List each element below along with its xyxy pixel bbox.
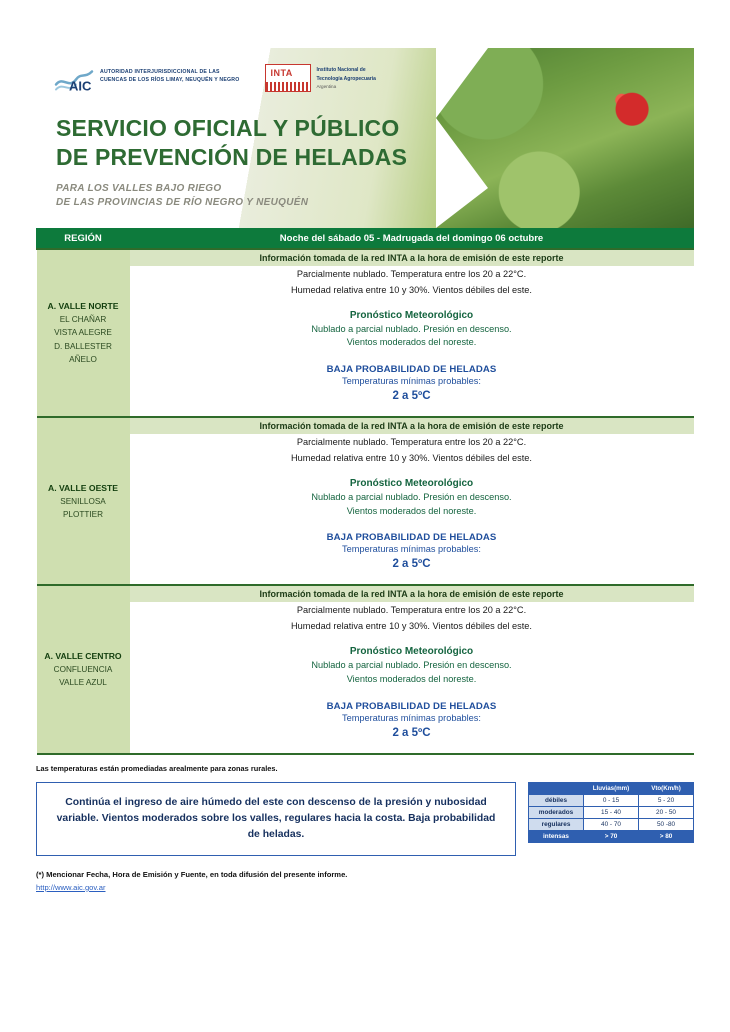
- region-cell-norte: [37, 249, 130, 417]
- aic-logo: [54, 64, 239, 94]
- inta-source-band: Información tomada de la red INTA a la hora de emisión de este reporte: [130, 586, 694, 602]
- forecast-line: Vientos moderados del noreste.: [346, 673, 477, 684]
- region-name: A. VALLE NORTE: [47, 301, 119, 312]
- legend-rain-value: 40 - 70: [584, 818, 639, 830]
- observation-line: Parcialmente nublado. Temperatura entre los 20 a 22°C.: [296, 437, 527, 448]
- region-locality: SENILLOSA: [60, 496, 106, 506]
- banner-subtitle-line-2: DE LAS PROVINCIAS DE RÍO NEGRO Y NEUQUÉN: [56, 197, 309, 209]
- temperature-label: Temperaturas mínimas probables:: [342, 544, 481, 555]
- table-row: [37, 585, 694, 753]
- temperature-value: 2 a 5ºC: [392, 726, 431, 739]
- averaging-note: Las temperaturas están promediadas arealmente para zonas rurales.: [36, 763, 278, 773]
- footer-disclaimer: (*) Mencionar Fecha, Hora de Emisión y Fuente, en toda difusión del presente informe.: [36, 869, 348, 879]
- legend-row: [529, 830, 694, 842]
- observation-line: Humedad relativa entre 10 y 30%. Vientos débiles del este.: [291, 284, 532, 295]
- forecast-cell-centro: [130, 585, 694, 753]
- observation-line: Parcialmente nublado. Temperatura entre los 20 a 22°C.: [296, 269, 527, 279]
- probability-block: [130, 518, 694, 584]
- region-locality: PLOTTIER: [62, 509, 104, 519]
- legend-row: [529, 806, 694, 818]
- inta-logo-text: [316, 64, 375, 91]
- legend-row: [529, 794, 694, 806]
- summary-text: Continúa el ingreso de aire húmedo del este con descenso de la presión y nubosidad variable. Vientos moderados sobre los valles, regulares hacia la costa. Baja probabilidad de heladas.: [56, 796, 496, 840]
- forecast-line: Nublado a parcial nublado. Presión en descenso.: [311, 491, 512, 502]
- legend-header-wind: Vto(Km/h): [639, 782, 694, 794]
- table-row: [37, 417, 694, 585]
- region-cell-oeste: [37, 417, 130, 585]
- probability-block: [130, 350, 694, 416]
- inta-logo: [265, 64, 375, 92]
- inta-line-2: Tecnología Agropecuaria: [316, 75, 376, 82]
- forecast-cell-oeste: [130, 417, 694, 585]
- temperature-value: 2 a 5ºC: [392, 390, 431, 403]
- aic-logo-line-1: AUTORIDAD INTERJURISDICCIONAL DE LAS: [100, 69, 220, 75]
- region-locality: D. BALLESTER: [54, 341, 112, 351]
- probability-label: BAJA PROBABILIDAD DE HELADAS: [326, 532, 497, 544]
- region-locality: AÑELO: [69, 354, 97, 364]
- inta-line-1: Instituto Nacional de: [316, 67, 366, 73]
- summary-box: [36, 782, 516, 856]
- region-cell-centro: [37, 585, 130, 753]
- temperature-value: 2 a 5ºC: [392, 558, 431, 571]
- forecast-line: Nublado a parcial nublado. Presión en descenso.: [311, 323, 512, 334]
- legend-row: [529, 818, 694, 830]
- banner-subtitle: [56, 182, 476, 211]
- inta-mark-icon: [265, 64, 311, 92]
- legend-header-row: [529, 782, 694, 794]
- report-sheet: [36, 48, 694, 892]
- forecast-title: Pronóstico Meteorológico: [349, 477, 474, 489]
- forecast-cell-norte: [130, 249, 694, 417]
- region-locality: VISTA ALEGRE: [54, 328, 112, 338]
- header-banner: [36, 48, 694, 228]
- probability-label: BAJA PROBABILIDAD DE HELADAS: [326, 364, 497, 376]
- aic-logo-line-2: CUENCAS DE LOS RÍOS LIMAY, NEUQUÉN Y NEGRO: [100, 77, 240, 84]
- legend-table: [528, 782, 694, 843]
- legend-table-wrapper: [516, 782, 694, 856]
- legend-header-rain: Lluvias(mm): [584, 782, 639, 794]
- svg-text:AIC: AIC: [69, 78, 92, 94]
- banner-title-block: [56, 114, 476, 211]
- observation-line: Humedad relativa entre 10 y 30%. Vientos débiles del este.: [291, 621, 532, 632]
- region-locality: CONFLUENCIA: [53, 664, 113, 674]
- observation-line: Parcialmente nublado. Temperatura entre los 20 a 22°C.: [296, 605, 527, 616]
- column-header-night: Noche del sábado 05 - Madrugada del domingo 06 octubre: [130, 229, 694, 250]
- legend-wind-value: 20 - 50: [639, 806, 694, 818]
- forecast-line: Vientos moderados del noreste.: [346, 505, 477, 516]
- forecast-block: [130, 466, 694, 519]
- banner-title: [56, 114, 476, 173]
- inta-stripes: [266, 82, 310, 91]
- forecast-title: Pronóstico Meteorológico: [349, 645, 474, 657]
- footer-url-link[interactable]: http://www.aic.gov.ar: [36, 882, 106, 892]
- inta-source-band: Información tomada de la red INTA a la hora de emisión de este reporte: [130, 250, 694, 266]
- forecast-line: Vientos moderados del noreste.: [346, 337, 477, 348]
- probability-block: [130, 687, 694, 753]
- forecast-block: [130, 634, 694, 687]
- legend-rain-value: 15 - 40: [584, 806, 639, 818]
- forecast-table: [36, 228, 694, 755]
- legend-label: débiles: [529, 794, 584, 806]
- table-header-row: [37, 229, 694, 250]
- forecast-line: Nublado a parcial nublado. Presión en descenso.: [311, 659, 512, 670]
- banner-title-line-1: SERVICIO OFICIAL Y PÚBLICO: [56, 115, 400, 141]
- logo-group: [54, 64, 376, 94]
- aic-wave-icon: [54, 64, 94, 94]
- region-name: A. VALLE OESTE: [47, 482, 119, 493]
- probability-label: BAJA PROBABILIDAD DE HELADAS: [326, 700, 497, 712]
- legend-rain-value: > 70: [584, 830, 639, 842]
- legend-label: intensas: [529, 830, 584, 842]
- footer-block: [36, 870, 694, 892]
- observation-line: Humedad relativa entre 10 y 30%. Vientos débiles del este.: [291, 452, 532, 463]
- legend-wind-value: > 80: [639, 830, 694, 842]
- legend-label: moderados: [529, 806, 584, 818]
- inta-country: Argentina: [316, 84, 337, 89]
- region-name: A. VALLE CENTRO: [44, 650, 122, 661]
- inta-acronym: INTA: [270, 68, 293, 78]
- banner-subtitle-line-1: PARA LOS VALLES BAJO RIEGO: [56, 182, 222, 194]
- table-row: [37, 249, 694, 417]
- summary-row: [36, 782, 694, 856]
- forecast-title: Pronóstico Meteorológico: [349, 309, 474, 321]
- legend-label: regulares: [529, 818, 584, 830]
- region-locality: VALLE AZUL: [59, 677, 107, 687]
- inta-source-band: Información tomada de la red INTA a la hora de emisión de este reporte: [130, 418, 694, 434]
- aic-logo-text: [100, 64, 239, 84]
- temperature-label: Temperaturas mínimas probables:: [342, 376, 481, 387]
- region-locality: EL CHAÑAR: [59, 315, 107, 325]
- banner-title-line-2: DE PREVENCIÓN DE HELADAS: [56, 144, 408, 171]
- temperature-label: Temperaturas mínimas probables:: [342, 712, 481, 723]
- forecast-block: [130, 298, 694, 351]
- column-header-region: REGIÓN: [37, 229, 130, 250]
- legend-header-blank: [529, 782, 584, 794]
- legend-wind-value: 50 -80: [639, 818, 694, 830]
- legend-rain-value: 0 - 15: [584, 794, 639, 806]
- legend-wind-value: 5 - 20: [639, 794, 694, 806]
